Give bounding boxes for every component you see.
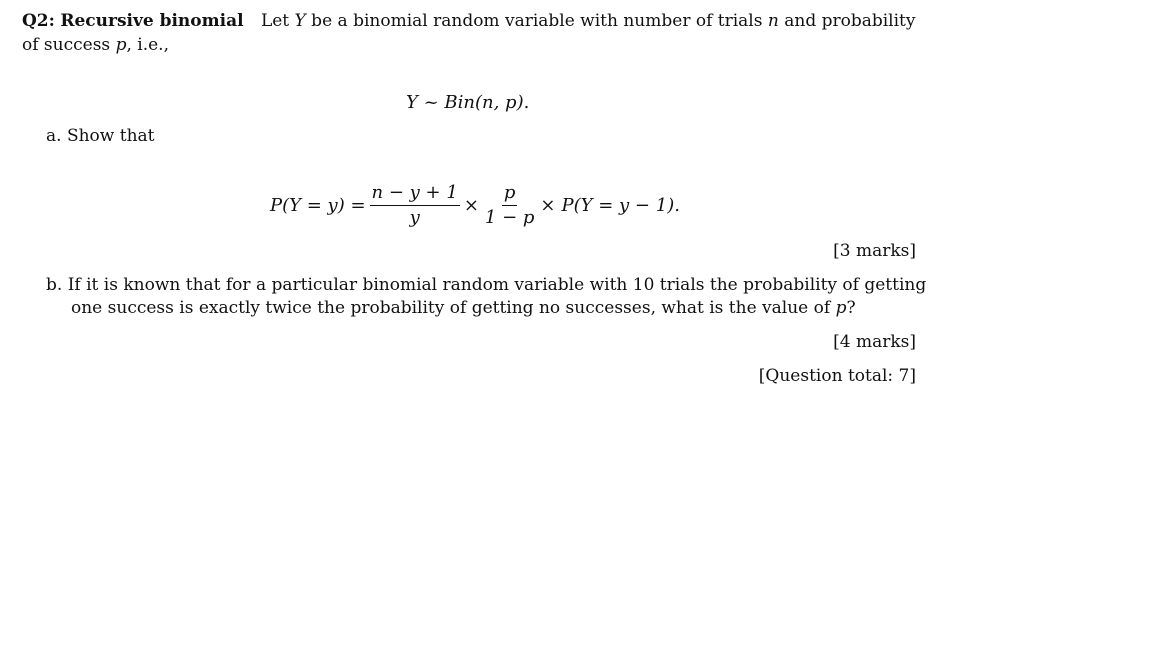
part-b-text-3: ? xyxy=(846,298,856,318)
fraction-2-denominator: 1 − p xyxy=(484,207,535,228)
fraction-1-denominator: y xyxy=(409,207,420,228)
intro-text-1: Let xyxy=(260,11,295,31)
question-title: Recursive binomial xyxy=(60,11,244,31)
formula-end: . xyxy=(523,92,530,113)
part-b-marks: [4 marks] xyxy=(833,332,916,352)
intro-text-3: and probability xyxy=(778,11,916,31)
part-a-marks: [3 marks] xyxy=(833,241,916,261)
fraction-1-numerator: n − y + 1 xyxy=(370,182,460,206)
part-b-text-2: one success is exactly twice the probability of getting no successes, what is the value of xyxy=(71,298,836,318)
part-a-label: a. xyxy=(46,126,62,146)
part-b-variable-p: p xyxy=(835,298,847,318)
recursive-rhs: P(Y = y − 1). xyxy=(561,195,680,216)
variable-p: p xyxy=(115,35,127,55)
part-b-label: b. xyxy=(46,275,63,295)
formula-lhs: Y xyxy=(406,92,418,113)
times-sign-1: × xyxy=(463,195,479,216)
recursive-formula xyxy=(270,182,680,229)
part-a-text: Show that xyxy=(66,126,155,146)
variable-n: n xyxy=(767,11,779,31)
recursive-lhs: P(Y = y) = xyxy=(270,195,366,216)
intro-line2-text-1: of success xyxy=(22,35,116,55)
intro-text-2: be a binomial random variable with number of trials xyxy=(305,11,768,31)
formula-sim: ~ xyxy=(417,92,445,113)
question-total: [Question total: 7] xyxy=(758,366,916,386)
part-a-prompt xyxy=(46,126,155,146)
part-b-line1 xyxy=(46,275,926,295)
fraction-2-numerator: p xyxy=(502,182,518,206)
part-b-line2 xyxy=(71,298,856,318)
question-intro-line2 xyxy=(22,35,169,55)
fraction-2 xyxy=(483,182,537,229)
part-b-text-1: If it is known that for a particular binomial random variable with 10 trials the probability of getting xyxy=(67,275,927,295)
binomial-definition-formula xyxy=(406,92,529,113)
question-header xyxy=(22,11,916,31)
times-sign-2: × xyxy=(540,195,556,216)
intro-line2-text-2: , i.e., xyxy=(126,35,169,55)
fraction-1 xyxy=(370,182,460,229)
variable-Y: Y xyxy=(294,11,306,31)
formula-rhs: Bin(n, p) xyxy=(444,92,524,113)
question-number: Q2: xyxy=(22,11,55,31)
